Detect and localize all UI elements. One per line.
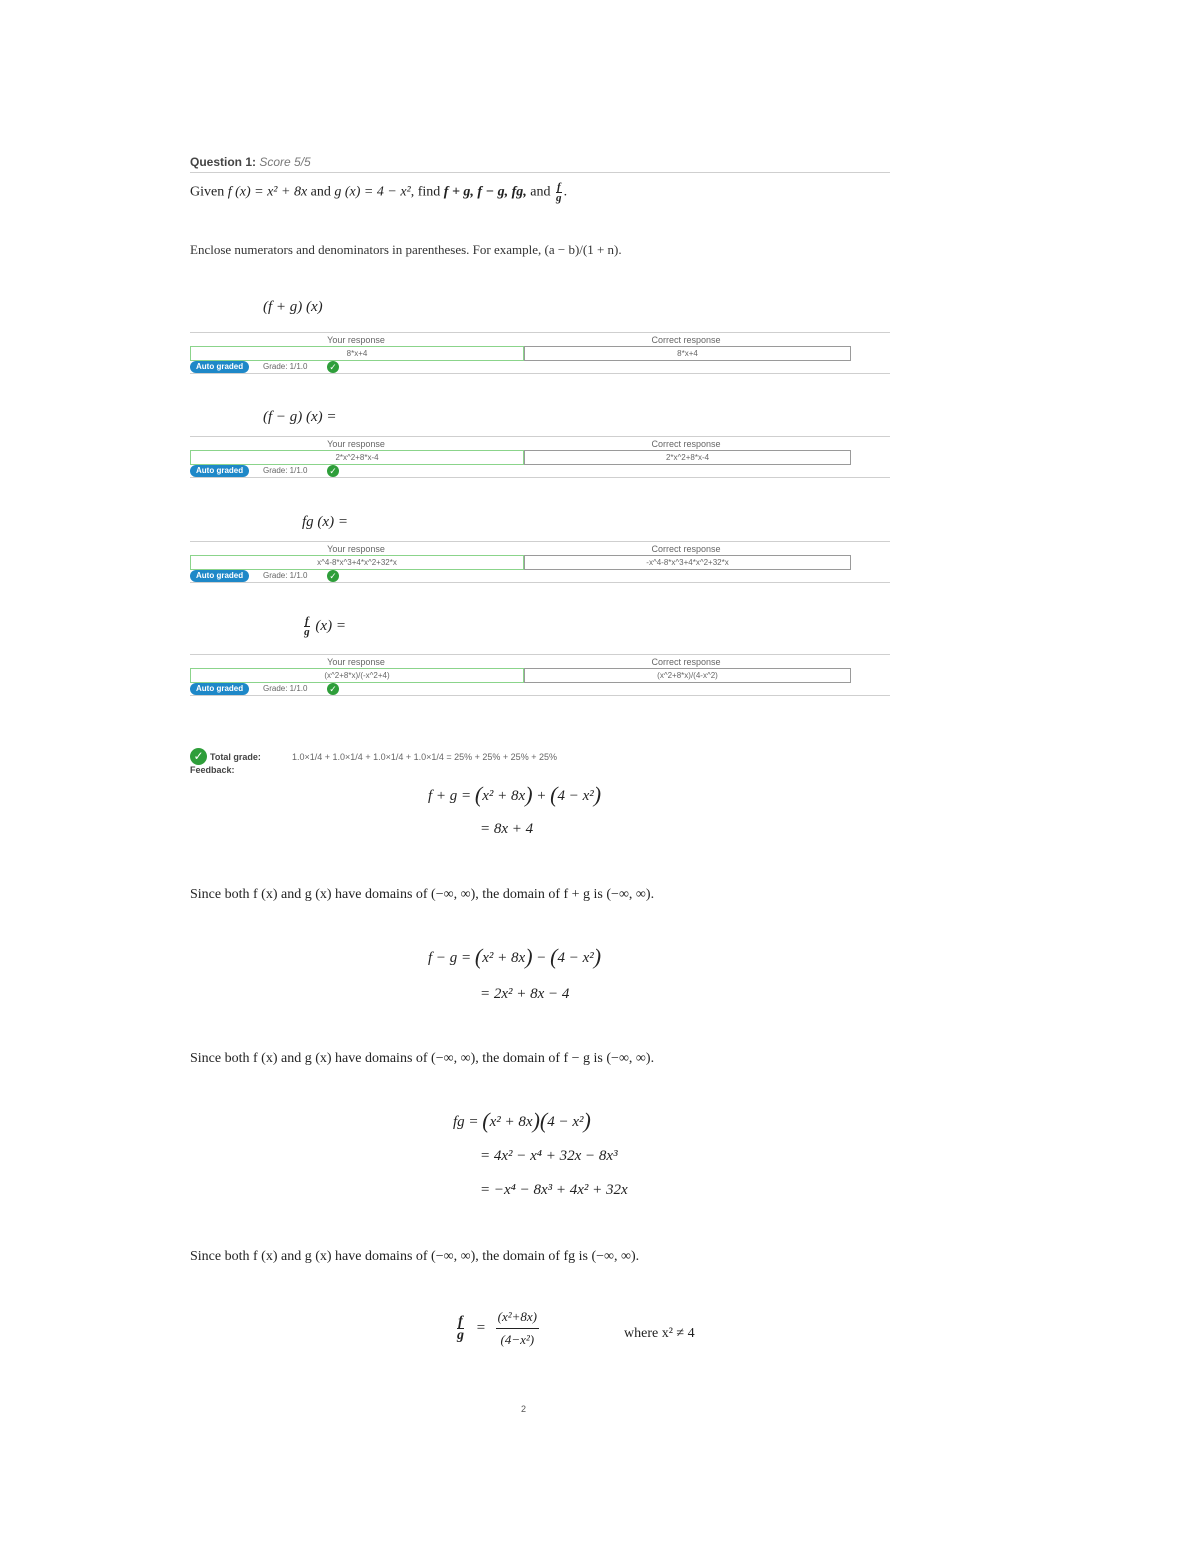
auto-graded-badge: Auto graded	[190, 465, 249, 477]
question-score: Score 5/5	[259, 155, 311, 169]
feedback-sum-line2: = 8x + 4	[480, 821, 534, 837]
feedback-quotient-condition: where x² ≠ 4	[624, 1326, 695, 1341]
instruction-text: Enclose numerators and denominators in parentheses. For example, (a − b)/(1 + n).	[190, 242, 622, 257]
auto-graded-badge: Auto graded	[190, 570, 249, 582]
feedback-diff-domain: Since both f (x) and g (x) have domains of (−∞, ∞), the domain of f − g is (−∞, ∞).	[190, 1051, 655, 1066]
feedback-prod-line2: = 4x² − x⁴ + 32x − 8x³	[480, 1148, 618, 1164]
f-definition: f (x) = x² + 8x	[227, 184, 308, 200]
part-label-quotient: $\frac{f}{g}$ (x) =	[304, 615, 346, 638]
your-response-header: Your response	[327, 657, 385, 667]
feedback-diff-line2: = 2x² + 8x − 4	[480, 986, 570, 1002]
your-response-field: 8*x+4	[190, 346, 524, 361]
g-definition: g (x) = 4 − x²	[334, 184, 411, 200]
feedback-prod-domain: Since both f (x) and g (x) have domains of (−∞, ∞), the domain of fg is (−∞, ∞).	[190, 1249, 640, 1264]
check-circle-icon: ✓	[190, 748, 207, 765]
check-icon: ✓	[327, 361, 339, 373]
correct-response-header: Correct response	[651, 335, 721, 345]
your-response-header: Your response	[327, 544, 385, 554]
feedback-prod-line1: fg = (x² + 8x)(4 − x²)	[453, 1108, 591, 1133]
part-label-product: fg (x) =	[302, 514, 348, 530]
auto-graded-badge: Auto graded	[190, 683, 249, 695]
divider	[190, 172, 890, 173]
feedback-quotient: $\frac{f}{g}$ = $\frac{\text{(x²+8x)}}{\text{(4−x²)}}$	[455, 1306, 539, 1351]
total-grade-value: 1.0×1/4 + 1.0×1/4 + 1.0×1/4 + 1.0×1/4 = 25% + 25% + 25% + 25%	[292, 752, 557, 762]
quotient-fraction: $\frac{f}{g}$	[556, 181, 562, 204]
grade-text: Grade: 1/1.0	[263, 466, 308, 475]
grade-text: Grade: 1/1.0	[263, 684, 308, 693]
question-label: Question 1:	[190, 155, 257, 169]
your-response-header: Your response	[327, 335, 385, 345]
feedback-prod-line3: = −x⁴ − 8x³ + 4x² + 32x	[480, 1182, 628, 1198]
question-prompt: Given f (x) = x² + 8x and g (x) = 4 − x², find f + g, f − g, fg, and $\frac{f}{g}$ .	[190, 181, 568, 204]
divider	[190, 332, 890, 333]
page-number: 2	[521, 1404, 527, 1414]
feedback-sum-domain: Since both f (x) and g (x) have domains of (−∞, ∞), the domain of f + g is (−∞, ∞).	[190, 887, 655, 902]
part-label-difference: (f − g) (x) =	[263, 409, 337, 425]
check-icon: ✓	[327, 683, 339, 695]
grade-text: Grade: 1/1.0	[263, 571, 308, 580]
feedback-sum-line1: f + g = (x² + 8x) + (4 − x²)	[428, 782, 602, 807]
feedback-label: Feedback:	[190, 765, 235, 775]
divider	[190, 695, 890, 696]
divider	[190, 477, 890, 478]
check-icon: ✓	[327, 465, 339, 477]
correct-response-field: 2*x^2+8*x-4	[524, 450, 851, 465]
your-response-field: 2*x^2+8*x-4	[190, 450, 524, 465]
correct-response-field: -x^4-8*x^3+4*x^2+32*x	[524, 555, 851, 570]
correct-response-header: Correct response	[651, 439, 721, 449]
total-grade-label: Total grade:	[210, 752, 261, 762]
correct-response-header: Correct response	[651, 657, 721, 667]
divider	[190, 582, 890, 583]
check-icon: ✓	[327, 570, 339, 582]
divider	[190, 541, 890, 542]
your-response-field: x^4-8*x^3+4*x^2+32*x	[190, 555, 524, 570]
question-header	[190, 155, 890, 169]
operations-list: f + g, f − g, fg,	[443, 184, 527, 200]
feedback-diff-line1: f − g = (x² + 8x) − (4 − x²)	[428, 944, 602, 969]
correct-response-header: Correct response	[651, 544, 721, 554]
your-response-header: Your response	[327, 439, 385, 449]
divider	[190, 436, 890, 437]
divider	[190, 654, 890, 655]
correct-response-field: 8*x+4	[524, 346, 851, 361]
divider	[190, 373, 890, 374]
your-response-field: (x^2+8*x)/(-x^2+4)	[190, 668, 524, 683]
correct-response-field: (x^2+8*x)/(4-x^2)	[524, 668, 851, 683]
part-label-sum: (f + g) (x)	[263, 299, 323, 315]
grade-text: Grade: 1/1.0	[263, 362, 308, 371]
auto-graded-badge: Auto graded	[190, 361, 249, 373]
